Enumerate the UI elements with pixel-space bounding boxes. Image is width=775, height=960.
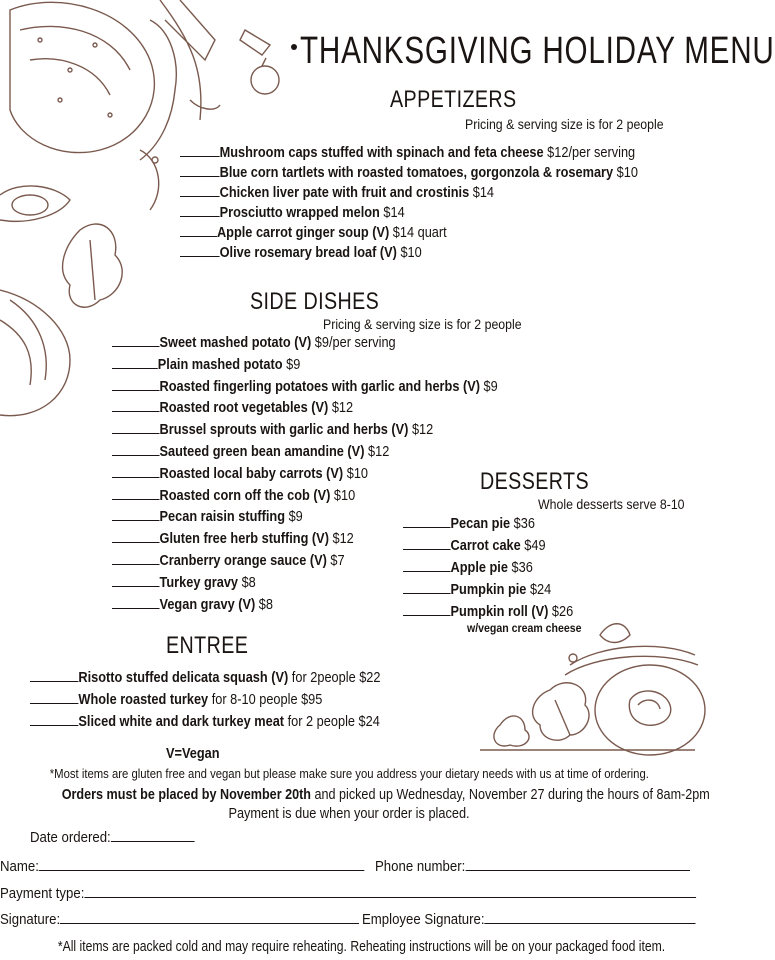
item-price: $9 (285, 509, 303, 526)
item-price: for 2people $22 (288, 670, 381, 686)
item-name: Plain mashed potato (157, 356, 283, 373)
item-price: $12/per serving (543, 145, 636, 161)
item-name: Pecan raisin stuffing (159, 509, 286, 526)
quantity-blank[interactable] (112, 443, 160, 456)
item-name: Whole roasted turkey (78, 692, 209, 708)
dietary-note: *Most items are gluten free and vegan but please make sure you address your dietary needs with us at time of ordering. (49, 766, 649, 781)
item-name: Apple carrot ginger soup (V) (216, 225, 390, 241)
item-price: for 2 people $24 (284, 714, 380, 730)
footer-note-row (0, 938, 698, 956)
item-price: $10 (396, 245, 422, 261)
entree-list (30, 667, 428, 733)
quantity-blank[interactable] (30, 691, 78, 704)
desserts-list (403, 513, 596, 623)
item-name: Olive rosemary bread loaf (V) (219, 245, 397, 261)
date-ordered-label: Date ordered: (30, 829, 111, 846)
payment-type-row (0, 885, 696, 902)
item-name: Mushroom caps stuffed with spinach and feta cheese (219, 145, 544, 161)
vegan-legend: V=Vegan (166, 746, 220, 762)
menu-item (30, 667, 381, 689)
name-label: Name: (0, 858, 39, 875)
item-name: Pecan pie (450, 516, 511, 532)
quantity-blank[interactable] (112, 356, 158, 369)
quantity-blank[interactable] (112, 552, 160, 565)
item-price: $12 (328, 531, 354, 548)
item-name: Brussel sprouts with garlic and herbs (V) (159, 422, 409, 439)
entree-heading: ENTREE (166, 632, 249, 659)
item-price: $26 (548, 604, 574, 620)
pumpkin-roll-note: w/vegan cream cheese (467, 621, 582, 635)
menu-item (180, 163, 638, 183)
desserts-heading: DESSERTS (480, 468, 590, 495)
menu-item (30, 689, 381, 711)
quantity-blank[interactable] (112, 334, 160, 347)
item-name: Cranberry orange sauce (V) (159, 552, 327, 569)
item-name: Blue corn tartlets with roasted tomatoes, gorgonzola & rosemary (219, 165, 614, 181)
menu-item (112, 377, 498, 399)
quantity-blank[interactable] (180, 204, 220, 217)
menu-item (180, 183, 638, 203)
phone-label: Phone number: (375, 858, 466, 875)
phone-row (375, 858, 690, 875)
menu-item (180, 243, 638, 263)
item-price: $9 (479, 378, 498, 395)
dietary-note-row (0, 765, 698, 783)
item-price: $14 quart (389, 225, 447, 241)
signature-label: Signature: (0, 911, 61, 928)
payment-type-field[interactable] (84, 885, 696, 898)
item-price: for 8-10 people $95 (208, 692, 323, 708)
item-price: $10 (343, 465, 369, 482)
item-price: $8 (238, 574, 256, 591)
item-name: Risotto stuffed delicata squash (V) (78, 670, 289, 686)
quantity-blank[interactable] (403, 537, 451, 550)
item-price: $12 (328, 400, 354, 417)
menu-item (403, 535, 573, 557)
item-price: $10 (330, 487, 356, 504)
menu-item (403, 579, 573, 601)
quantity-blank[interactable] (112, 508, 160, 521)
payment-note-row (0, 805, 698, 823)
item-name: Vegan gravy (V) (159, 596, 256, 613)
item-name: Pumpkin pie (450, 582, 527, 598)
item-name: Roasted corn off the cob (V) (159, 487, 331, 504)
employee-signature-row (362, 911, 696, 928)
item-name: Roasted local baby carrots (V) (159, 465, 344, 482)
item-price: $7 (326, 552, 345, 569)
item-price: $12 (364, 443, 390, 460)
side-dishes-heading: SIDE DISHES (250, 288, 380, 315)
quantity-blank[interactable] (403, 581, 451, 594)
signature-row (0, 911, 359, 928)
quantity-blank[interactable] (180, 184, 220, 197)
appetizers-heading: APPETIZERS (390, 86, 517, 113)
item-price: $9 (282, 356, 301, 373)
item-name: Apple pie (450, 560, 508, 576)
menu-item (403, 557, 573, 579)
item-name: Sauteed green bean amandine (V) (159, 443, 365, 460)
footer-note: *All items are packed cold and may require reheating. Reheating instructions will be on your packaged food item. (57, 939, 666, 955)
item-name: Carrot cake (450, 538, 521, 554)
appetizers-pricing-note: Pricing & serving size is for 2 people (465, 116, 664, 132)
quantity-blank[interactable] (112, 421, 160, 434)
menu-item (180, 143, 638, 163)
order-deadline-bold: Orders must be placed by November 20th (61, 786, 312, 803)
payment-note: Payment is due when your order is placed. (228, 806, 470, 822)
date-ordered-field[interactable] (111, 829, 195, 842)
quantity-blank[interactable] (403, 603, 451, 616)
title-bullet (291, 44, 297, 50)
order-deadline-text: and picked up Wednesday, November 27 during the hours of 8am-2pm (311, 786, 710, 803)
item-price: $14 (379, 205, 405, 221)
item-price: $9/per serving (311, 335, 396, 351)
item-name: Gluten free herb stuffing (V) (159, 531, 329, 548)
item-name: Roasted fingerling potatoes with garlic and herbs (V) (159, 378, 480, 395)
item-price: $36 (510, 516, 535, 532)
item-price: $12 (408, 422, 434, 439)
item-price: $14 (469, 185, 495, 201)
employee-signature-label: Employee Signature: (362, 911, 485, 928)
date-ordered-row (30, 829, 194, 846)
name-row (0, 858, 364, 875)
quantity-blank[interactable] (112, 574, 160, 587)
quantity-blank[interactable] (112, 530, 160, 543)
signature-field[interactable] (60, 911, 359, 924)
menu-item (180, 203, 638, 223)
quantity-blank[interactable] (403, 515, 451, 528)
desserts-serving-note: Whole desserts serve 8-10 (538, 496, 685, 512)
item-price: $24 (526, 582, 552, 598)
menu-item (112, 442, 498, 464)
item-price: $8 (255, 596, 274, 613)
menu-item (403, 601, 573, 623)
menu-item (112, 486, 498, 508)
order-deadline-row (0, 786, 710, 804)
quantity-blank[interactable] (180, 224, 217, 237)
quantity-blank[interactable] (180, 164, 220, 177)
quantity-blank[interactable] (112, 487, 160, 500)
item-name: Sweet mashed potato (V) (159, 335, 312, 351)
item-name: Pumpkin roll (V) (450, 604, 549, 620)
employee-signature-field[interactable] (485, 911, 696, 924)
appetizers-list (180, 143, 700, 263)
menu-item (180, 223, 638, 243)
item-price: $36 (507, 560, 533, 576)
menu-item (112, 464, 498, 486)
item-price: $49 (520, 538, 546, 554)
quantity-blank[interactable] (112, 378, 160, 391)
quantity-blank[interactable] (403, 559, 451, 572)
item-price: $10 (613, 165, 638, 181)
quantity-blank[interactable] (112, 596, 160, 609)
menu-item (112, 333, 498, 355)
menu-item (112, 420, 498, 442)
quantity-blank[interactable] (30, 669, 78, 682)
menu-item (112, 398, 498, 420)
menu-title: THANKSGIVING HOLIDAY MENU (300, 30, 775, 72)
menu-item (30, 711, 381, 733)
item-name: Chicken liver pate with fruit and crostinis (219, 185, 470, 201)
item-name: Turkey gravy (159, 574, 239, 591)
item-name: Prosciutto wrapped melon (219, 205, 380, 221)
item-name: Sliced white and dark turkey meat (78, 714, 285, 730)
name-field[interactable] (39, 858, 365, 871)
phone-field[interactable] (465, 858, 689, 871)
side-dishes-pricing-note: Pricing & serving size is for 2 people (323, 316, 522, 332)
quantity-blank[interactable] (180, 244, 220, 257)
payment-type-label: Payment type: (0, 885, 85, 902)
menu-item (112, 355, 498, 377)
quantity-blank[interactable] (112, 465, 160, 478)
item-name: Roasted root vegetables (V) (159, 400, 329, 417)
quantity-blank[interactable] (112, 399, 160, 412)
menu-item (403, 513, 573, 535)
quantity-blank[interactable] (30, 713, 78, 726)
quantity-blank[interactable] (180, 144, 220, 157)
